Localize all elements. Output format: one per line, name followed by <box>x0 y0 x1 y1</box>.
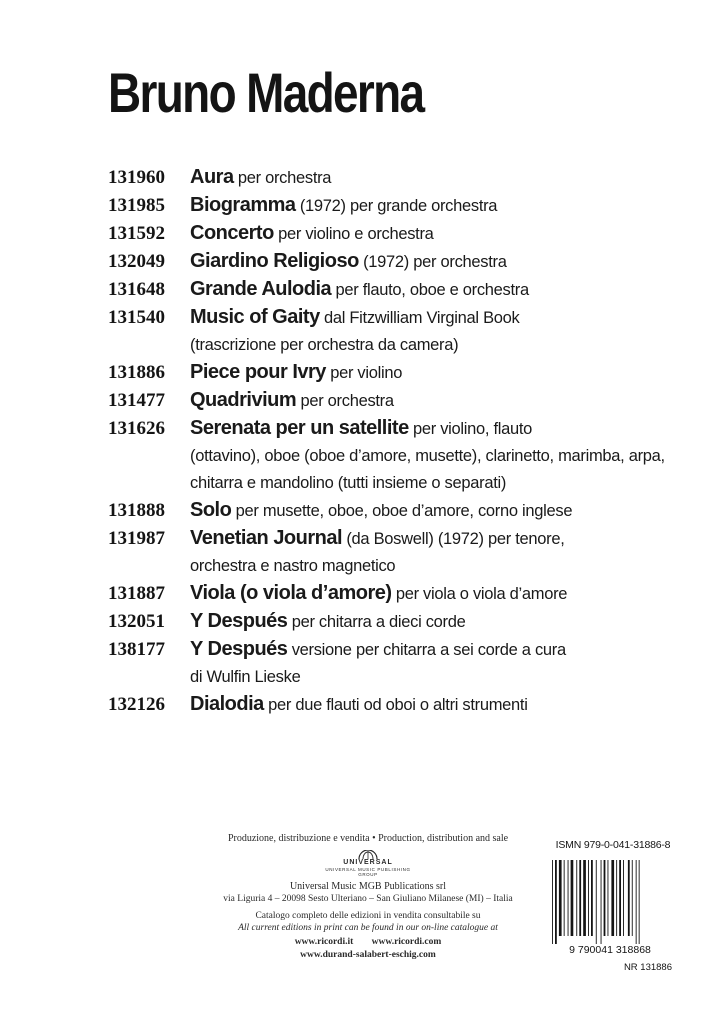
work-title: Dialodia <box>190 693 264 715</box>
work-details-continued: (ottavino), oboe (oboe d’amore, musette), clarinetto, marimba, arpa, chitarra e mandolino (tutti insieme o separati) <box>190 447 665 492</box>
catalog-entry <box>108 192 668 220</box>
publisher-address: via Liguria 4 – 20098 Sesto Ulteriano – San Giuliano Milanese (MI) – Italia <box>223 894 513 904</box>
catalog-number: 132049 <box>108 251 165 272</box>
work-details: per flauto, oboe e orchestra <box>335 281 529 299</box>
work-description <box>190 276 668 304</box>
website-durand[interactable]: www.durand-salabert-eschig.com <box>300 950 436 960</box>
catalog-number: 138177 <box>108 639 165 660</box>
work-title: Quadrivium <box>190 389 297 411</box>
publisher-name: Universal Music MGB Publications srl <box>289 881 447 892</box>
work-title: Giardino Religioso <box>190 250 359 272</box>
nr-number: NR 131886 <box>623 962 672 973</box>
ismn-number: ISMN 979-0-041-31886-8 <box>555 839 671 851</box>
work-description <box>190 608 668 636</box>
work-title: Music of Gaity <box>190 306 320 328</box>
work-title: Y Después <box>190 638 288 660</box>
catalog-entry <box>108 220 668 248</box>
work-description <box>190 387 668 415</box>
work-title: Venetian Journal <box>190 527 343 549</box>
catalog-number: 131888 <box>108 500 165 521</box>
catalog-number: 131626 <box>108 418 165 439</box>
catalog-entry <box>108 580 668 608</box>
universal-logo <box>323 850 413 877</box>
catalog-number: 131987 <box>108 528 165 549</box>
work-details-continued: orchestra e nastro magnetico <box>190 557 396 575</box>
catalog-number: 131477 <box>108 390 165 411</box>
work-details-continued: (trascrizione per orchestra da camera) <box>190 336 459 354</box>
catalog-entry <box>108 497 668 525</box>
work-details-continued: di Wulfin Lieske <box>190 668 301 686</box>
catalogue-note-it: Catalogo completo delle edizioni in vendita consultabile su <box>255 911 481 921</box>
catalog-number: 131886 <box>108 362 165 383</box>
barcode <box>548 858 672 958</box>
work-description <box>190 359 668 387</box>
work-details: per chitarra a dieci corde <box>291 613 466 631</box>
work-description <box>190 525 668 580</box>
work-title: Biogramma <box>190 194 296 216</box>
logo-subtext: UNIVERSAL MUSIC PUBLISHING GROUP <box>325 867 411 877</box>
catalog-entry <box>108 248 668 276</box>
work-title: Y Después <box>190 610 288 632</box>
work-details: per due flauti od oboi o altri strumenti <box>268 696 528 714</box>
catalog-number: 131540 <box>108 307 165 328</box>
work-description <box>190 164 668 192</box>
work-details: dal Fitzwilliam Virginal Book <box>324 309 520 327</box>
barcode-digits: 9 790041 318868 <box>569 944 651 956</box>
catalog-number: 131592 <box>108 223 165 244</box>
catalog-entry <box>108 415 668 497</box>
work-details: per violino e orchestra <box>278 225 434 243</box>
catalog-number: 132126 <box>108 694 165 715</box>
work-description <box>190 304 668 359</box>
work-details: per violino <box>330 364 403 382</box>
work-title: Piece pour Ivry <box>190 361 326 383</box>
globe-icon <box>357 850 379 859</box>
catalog-number: 131960 <box>108 167 165 188</box>
catalogue-note-en: All current editions in print can be found in our on-line catalogue at <box>238 923 498 933</box>
work-description <box>190 497 668 525</box>
catalog-entry <box>108 691 668 719</box>
work-description <box>190 220 668 248</box>
work-description <box>190 192 668 220</box>
distribution-line: Produzione, distribuzione e vendita • Production, distribution and sale <box>227 833 509 844</box>
catalog-entry <box>108 164 668 192</box>
composer-name: Bruno Maderna <box>108 61 424 124</box>
website-ricordi-it[interactable]: www.ricordi.it <box>294 937 354 947</box>
work-list <box>108 164 668 719</box>
work-details: (1972) per orchestra <box>363 253 507 271</box>
website-ricordi-com[interactable]: www.ricordi.com <box>371 937 442 947</box>
work-details: versione per chitarra a sei corde a cura <box>291 641 566 659</box>
catalog-number: 132051 <box>108 611 165 632</box>
work-title: Solo <box>190 499 232 521</box>
catalog-entry <box>108 359 668 387</box>
work-details: per violino, flauto <box>413 420 533 438</box>
work-title: Grande Aulodia <box>190 278 332 300</box>
catalog-entry <box>108 608 668 636</box>
work-title: Viola (o viola d’amore) <box>190 582 392 604</box>
work-title: Aura <box>190 166 234 188</box>
catalog-entry <box>108 276 668 304</box>
work-details: (da Boswell) (1972) per tenore, <box>346 530 565 548</box>
catalog-number: 131648 <box>108 279 165 300</box>
work-title: Concerto <box>190 222 274 244</box>
work-details: per orchestra <box>300 392 394 410</box>
work-title: Serenata per un satellite <box>190 417 409 439</box>
work-description <box>190 691 668 719</box>
catalog-entry <box>108 304 668 359</box>
catalog-number: 131887 <box>108 583 165 604</box>
work-details: per orchestra <box>237 169 332 187</box>
work-details: per viola o viola d’amore <box>395 585 568 603</box>
catalog-entry <box>108 525 668 580</box>
catalog-entry <box>108 387 668 415</box>
work-details: (1972) per grande orchestra <box>299 197 498 215</box>
isbn-block <box>548 838 678 973</box>
catalog-entry <box>108 636 668 691</box>
work-details: per musette, oboe, oboe d’amore, corno inglese <box>235 502 573 520</box>
publisher-footer <box>200 832 536 962</box>
work-description <box>190 636 668 691</box>
work-description <box>190 415 668 497</box>
logo-wordmark: UNIVERSAL <box>343 859 393 866</box>
work-description <box>190 248 668 276</box>
work-description <box>190 580 668 608</box>
catalog-number: 131985 <box>108 195 165 216</box>
